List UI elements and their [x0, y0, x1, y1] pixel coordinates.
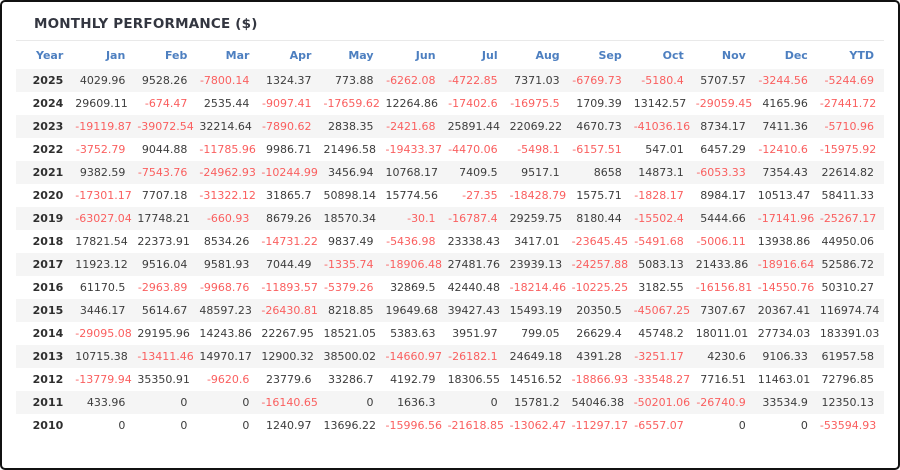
month-cell-mar: -24962.93	[199, 166, 256, 179]
month-cell-nov: 4230.6	[707, 350, 746, 363]
month-cell-feb: 17748.21	[137, 212, 190, 225]
month-cell-jan: -63027.04	[75, 212, 132, 225]
table-row-2022	[16, 138, 884, 161]
month-cell-dec: -3244.56	[758, 74, 808, 87]
month-cell-mar: 32214.64	[199, 120, 252, 133]
month-cell-jul: 27481.76	[447, 258, 501, 271]
column-header-mar: Mar	[225, 49, 250, 62]
month-cell-may: 8218.85	[328, 304, 374, 317]
month-cell-mar: 0	[242, 419, 250, 432]
month-cell-jan: -3752.79	[75, 143, 126, 156]
year-cell: 2012	[32, 373, 64, 386]
month-cell-jun: -6262.08	[386, 74, 436, 87]
table-row-2013	[16, 345, 884, 368]
month-cell-feb: 9516.04	[141, 258, 188, 271]
month-cell-dec: 11463.01	[757, 373, 811, 386]
month-cell-sep: 26629.4	[576, 327, 622, 340]
month-cell-oct: -1828.17	[634, 189, 684, 202]
month-cell-jun: 12264.86	[385, 97, 439, 110]
month-cell-oct: -3251.17	[634, 350, 684, 363]
month-cell-dec: 13938.86	[757, 235, 811, 248]
month-cell-jan: -29095.08	[75, 327, 132, 340]
month-cell-sep: 8180.44	[576, 212, 622, 225]
month-cell-dec: 9106.33	[762, 350, 808, 363]
month-cell-jan: 61170.5	[79, 281, 126, 294]
month-cell-aug: 24649.18	[509, 350, 563, 363]
month-cell-aug: 22069.22	[509, 120, 563, 133]
month-cell-apr: -11893.57	[261, 281, 318, 294]
table-body	[16, 69, 884, 437]
month-cell-mar: 48597.23	[199, 304, 252, 317]
month-cell-mar: 9581.93	[203, 258, 250, 271]
month-cell-mar: -9968.76	[199, 281, 250, 294]
month-cell-feb: 35350.91	[137, 373, 190, 386]
month-cell-oct: 13142.57	[633, 97, 687, 110]
month-cell-jul: 42440.48	[447, 281, 501, 294]
year-cell: 2016	[32, 281, 64, 294]
month-cell-aug: -18428.79	[509, 189, 567, 202]
month-cell-feb: 22373.91	[137, 235, 190, 248]
year-cell: 2025	[32, 74, 64, 87]
table-row-2012	[16, 368, 884, 391]
month-cell-nov: 7716.51	[700, 373, 746, 386]
month-cell-feb: -13411.46	[137, 350, 194, 363]
month-cell-mar: -7800.14	[199, 74, 250, 87]
month-cell-dec: 7411.36	[762, 120, 808, 133]
table-row-2020	[16, 184, 884, 207]
ytd-cell: 44950.06	[821, 235, 874, 248]
month-cell-sep: 4670.73	[576, 120, 622, 133]
month-cell-nov: 8734.17	[700, 120, 746, 133]
month-cell-jan: -17301.17	[75, 189, 132, 202]
month-cell-nov: -6053.33	[696, 166, 746, 179]
month-cell-oct: -41036.16	[633, 120, 691, 133]
month-cell-oct: 45748.2	[638, 327, 684, 340]
month-cell-oct: 547.01	[645, 143, 684, 156]
month-cell-aug: 7371.03	[514, 74, 560, 87]
month-cell-dec: -12410.6	[758, 143, 808, 156]
month-cell-sep: -6769.73	[572, 74, 622, 87]
month-cell-sep: 54046.38	[571, 396, 625, 409]
month-cell-dec: -14550.76	[757, 281, 815, 294]
month-cell-may: 9837.49	[328, 235, 374, 248]
month-cell-mar: -31322.12	[199, 189, 256, 202]
month-cell-sep: 20350.5	[576, 304, 622, 317]
column-header-dec: Dec	[784, 49, 808, 62]
month-cell-feb: 0	[180, 419, 188, 432]
ytd-cell: 58411.33	[821, 189, 874, 202]
month-cell-jan: 3446.17	[79, 304, 126, 317]
table-row-2016	[16, 276, 884, 299]
month-cell-apr: -14731.22	[261, 235, 318, 248]
month-cell-feb: 0	[180, 396, 188, 409]
month-cell-jul: -21618.85	[447, 419, 505, 432]
year-cell: 2017	[32, 258, 64, 271]
month-cell-feb: 9528.26	[141, 74, 188, 87]
table-row-2014	[16, 322, 884, 345]
month-cell-jun: -2421.68	[386, 120, 436, 133]
month-cell-aug: -18214.46	[509, 281, 567, 294]
month-cell-sep: 1575.71	[576, 189, 622, 202]
title-divider	[16, 40, 884, 41]
month-cell-feb: -39072.54	[137, 120, 194, 133]
month-cell-aug: -13062.47	[509, 419, 567, 432]
ytd-cell: 52586.72	[821, 258, 874, 271]
month-cell-apr: 8679.26	[265, 212, 312, 225]
column-header-nov: Nov	[721, 49, 746, 62]
month-cell-jan: 9382.59	[79, 166, 126, 179]
month-cell-apr: -9097.41	[262, 97, 312, 110]
month-cell-sep: 1709.39	[576, 97, 622, 110]
table-row-2018	[16, 230, 884, 253]
month-cell-apr: 22267.95	[261, 327, 314, 340]
month-cell-oct: -50201.06	[633, 396, 691, 409]
table-row-2025	[16, 69, 884, 92]
month-cell-may: 18570.34	[323, 212, 376, 225]
column-header-may: May	[348, 49, 374, 62]
month-cell-oct: -45067.25	[633, 304, 691, 317]
column-header-jul: Jul	[481, 49, 498, 62]
table-row-2021	[16, 161, 884, 184]
month-cell-jul: -17402.6	[448, 97, 498, 110]
month-cell-may: 38500.02	[323, 350, 376, 363]
month-cell-jul: -27.35	[462, 189, 498, 202]
month-cell-jun: 19649.68	[385, 304, 439, 317]
month-cell-jan: 17821.54	[75, 235, 128, 248]
month-cell-may: 50898.14	[323, 189, 376, 202]
ytd-cell: 22614.82	[821, 166, 874, 179]
month-cell-may: 13696.22	[323, 419, 376, 432]
monthly-performance-table	[16, 43, 884, 437]
month-cell-may: -17659.62	[323, 97, 380, 110]
column-header-ytd: YTD	[849, 49, 874, 62]
table-row-2010	[16, 414, 884, 437]
month-cell-mar: -11785.96	[199, 143, 256, 156]
month-cell-sep: 4391.28	[576, 350, 622, 363]
month-cell-jun: -19433.37	[385, 143, 442, 156]
month-cell-jul: -26182.1	[448, 350, 498, 363]
panel-title: MONTHLY PERFORMANCE ($)	[34, 16, 258, 32]
ytd-cell: -15975.92	[819, 143, 877, 156]
header-row	[16, 43, 884, 69]
month-cell-feb: -674.47	[144, 97, 188, 110]
month-cell-nov: -29059.45	[695, 97, 753, 110]
month-cell-aug: 799.05	[521, 327, 560, 340]
column-header-aug: Aug	[535, 49, 560, 62]
column-header-jan: Jan	[105, 49, 126, 62]
month-cell-jul: 7409.5	[459, 166, 498, 179]
month-cell-feb: -7543.76	[137, 166, 188, 179]
year-cell: 2020	[32, 189, 64, 202]
month-cell-apr: 1324.37	[265, 74, 312, 87]
month-cell-sep: -6157.51	[572, 143, 622, 156]
month-cell-oct: 3182.55	[638, 281, 684, 294]
month-cell-jan: 10715.38	[75, 350, 128, 363]
month-cell-oct: -5491.68	[634, 235, 684, 248]
month-cell-oct: -5180.4	[641, 74, 684, 87]
month-cell-oct: 5083.13	[638, 258, 684, 271]
month-cell-apr: -10244.99	[261, 166, 318, 179]
month-cell-dec: 20367.41	[757, 304, 811, 317]
table-row-2011	[16, 391, 884, 414]
month-cell-jan: 433.96	[86, 396, 126, 409]
month-cell-nov: 6457.29	[700, 143, 746, 156]
month-cell-mar: 2535.44	[203, 97, 250, 110]
month-cell-mar: 14970.17	[199, 350, 252, 363]
month-cell-jul: 0	[490, 396, 498, 409]
month-cell-feb: -2963.89	[137, 281, 188, 294]
month-cell-may: -5379.26	[324, 281, 374, 294]
month-cell-dec: 7354.43	[762, 166, 808, 179]
year-cell: 2024	[32, 97, 64, 110]
month-cell-apr: -7890.62	[262, 120, 312, 133]
month-cell-nov: 18011.01	[695, 327, 749, 340]
month-cell-may: -1335.74	[324, 258, 374, 271]
year-cell: 2013	[32, 350, 64, 363]
month-cell-apr: 1240.97	[265, 419, 312, 432]
table-row-2015	[16, 299, 884, 322]
month-cell-nov: 8984.17	[700, 189, 746, 202]
ytd-cell: 50310.27	[821, 281, 874, 294]
month-cell-jun: -18906.48	[385, 258, 442, 271]
month-cell-sep: -11297.17	[571, 419, 629, 432]
month-cell-jan: -13779.94	[75, 373, 132, 386]
month-cell-jun: 1636.3	[397, 396, 436, 409]
month-cell-feb: 29195.96	[137, 327, 190, 340]
month-cell-aug: -5498.1	[517, 143, 560, 156]
month-cell-jul: -4722.85	[448, 74, 498, 87]
month-cell-dec: 10513.47	[757, 189, 811, 202]
table-row-2023	[16, 115, 884, 138]
year-cell: 2023	[32, 120, 64, 133]
month-cell-jan: 11923.12	[75, 258, 128, 271]
month-cell-nov: 7307.67	[700, 304, 746, 317]
month-cell-dec: -18916.64	[757, 258, 815, 271]
month-cell-apr: 7044.49	[265, 258, 312, 271]
month-cell-dec: 27734.03	[757, 327, 811, 340]
column-header-oct: Oct	[662, 49, 684, 62]
table-row-2024	[16, 92, 884, 115]
month-cell-jul: -4470.06	[448, 143, 498, 156]
ytd-cell: 72796.85	[821, 373, 874, 386]
column-header-year: Year	[36, 49, 64, 62]
year-cell: 2010	[32, 419, 64, 432]
column-header-feb: Feb	[164, 49, 188, 62]
month-cell-may: 3456.94	[328, 166, 374, 179]
month-cell-aug: 23939.13	[509, 258, 563, 271]
month-cell-jun: -14660.97	[385, 350, 442, 363]
month-cell-nov: -16156.81	[695, 281, 753, 294]
column-header-sep: Sep	[598, 49, 622, 62]
month-cell-may: 2838.35	[328, 120, 374, 133]
month-cell-mar: 14243.86	[199, 327, 252, 340]
month-cell-feb: 9044.88	[141, 143, 188, 156]
month-cell-aug: -16975.5	[510, 97, 560, 110]
month-cell-dec: 33534.9	[762, 396, 808, 409]
month-cell-jul: 3951.97	[452, 327, 498, 340]
month-cell-oct: -15502.4	[634, 212, 684, 225]
month-cell-aug: 15493.19	[509, 304, 563, 317]
month-cell-jun: -30.1	[407, 212, 436, 225]
column-header-jun: Jun	[415, 49, 436, 62]
month-cell-jul: -16787.4	[448, 212, 498, 225]
year-cell: 2015	[32, 304, 64, 317]
year-cell: 2019	[32, 212, 64, 225]
ytd-cell: -5710.96	[824, 120, 874, 133]
month-cell-apr: 23779.6	[265, 373, 312, 386]
month-cell-dec: 4165.96	[762, 97, 808, 110]
month-cell-jul: 25891.44	[447, 120, 501, 133]
ytd-cell: -5244.69	[824, 74, 874, 87]
year-cell: 2014	[32, 327, 64, 340]
table-header	[16, 43, 884, 69]
month-cell-jan: 0	[118, 419, 126, 432]
month-cell-sep: -18866.93	[571, 373, 629, 386]
month-cell-may: 33286.7	[328, 373, 374, 386]
month-cell-feb: 7707.18	[141, 189, 188, 202]
month-cell-jun: -5436.98	[386, 235, 436, 248]
month-cell-jan: 29609.11	[75, 97, 128, 110]
ytd-cell: -27441.72	[819, 97, 877, 110]
month-cell-nov: 21433.86	[695, 258, 749, 271]
year-cell: 2022	[32, 143, 64, 156]
month-cell-sep: -24257.88	[571, 258, 629, 271]
month-cell-aug: 15781.2	[514, 396, 560, 409]
year-cell: 2018	[32, 235, 64, 248]
month-cell-jan: 4029.96	[79, 74, 126, 87]
month-cell-jun: 5383.63	[390, 327, 436, 340]
year-cell: 2011	[32, 396, 64, 409]
month-cell-apr: 12900.32	[261, 350, 314, 363]
month-cell-jul: 39427.43	[447, 304, 501, 317]
month-cell-nov: 0	[738, 419, 746, 432]
month-cell-apr: 31865.7	[265, 189, 312, 202]
table-row-2019	[16, 207, 884, 230]
month-cell-nov: 5707.57	[700, 74, 746, 87]
table-row-2017	[16, 253, 884, 276]
ytd-cell: -25267.17	[819, 212, 877, 225]
month-cell-aug: 29259.75	[509, 212, 563, 225]
month-cell-nov: 5444.66	[700, 212, 746, 225]
month-cell-sep: -23645.45	[571, 235, 629, 248]
month-cell-jun: 10768.17	[385, 166, 439, 179]
ytd-cell: 116974.74	[819, 304, 880, 317]
month-cell-aug: 14516.52	[509, 373, 563, 386]
month-cell-oct: 14873.1	[638, 166, 684, 179]
month-cell-dec: -17141.96	[757, 212, 815, 225]
month-cell-jun: -15996.56	[385, 419, 442, 432]
month-cell-mar: 0	[242, 396, 250, 409]
month-cell-mar: -660.93	[206, 212, 250, 225]
month-cell-mar: 8534.26	[203, 235, 250, 248]
month-cell-jun: 32869.5	[390, 281, 436, 294]
month-cell-feb: 5614.67	[141, 304, 188, 317]
month-cell-apr: 9986.71	[265, 143, 312, 156]
month-cell-aug: 3417.01	[514, 235, 560, 248]
month-cell-oct: -33548.27	[633, 373, 691, 386]
month-cell-may: 21496.58	[323, 143, 376, 156]
month-cell-jan: -19119.87	[75, 120, 132, 133]
month-cell-nov: -26740.9	[696, 396, 746, 409]
year-cell: 2021	[32, 166, 64, 179]
month-cell-oct: -6557.07	[634, 419, 684, 432]
month-cell-sep: 8658	[593, 166, 622, 179]
month-cell-apr: -26430.81	[261, 304, 318, 317]
ytd-cell: 61957.58	[821, 350, 874, 363]
month-cell-jun: 15774.56	[385, 189, 439, 202]
ytd-cell: -53594.93	[819, 419, 877, 432]
month-cell-sep: -10225.25	[571, 281, 629, 294]
ytd-cell: 183391.03	[819, 327, 880, 340]
ytd-cell: 12350.13	[821, 396, 874, 409]
month-cell-may: 0	[366, 396, 374, 409]
month-cell-apr: -16140.65	[261, 396, 318, 409]
month-cell-may: 773.88	[335, 74, 374, 87]
month-cell-dec: 0	[800, 419, 808, 432]
month-cell-mar: -9620.6	[206, 373, 250, 386]
month-cell-may: 18521.05	[323, 327, 376, 340]
month-cell-jul: 18306.55	[447, 373, 501, 386]
month-cell-jul: 23338.43	[447, 235, 501, 248]
month-cell-jun: 4192.79	[390, 373, 436, 386]
month-cell-nov: -5006.11	[696, 235, 746, 248]
month-cell-aug: 9517.1	[521, 166, 560, 179]
column-header-apr: Apr	[289, 49, 312, 62]
